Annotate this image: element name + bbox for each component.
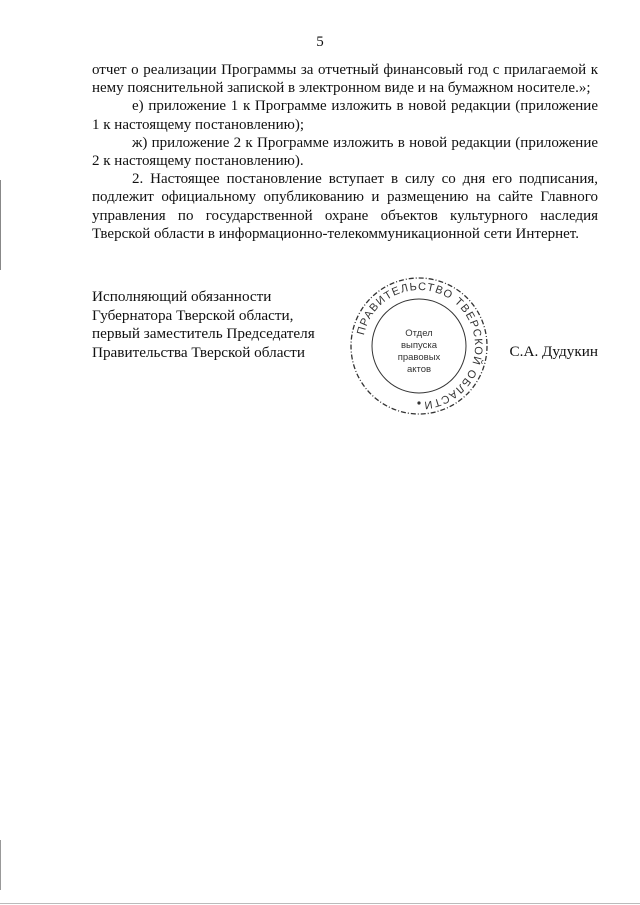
- stamp-line: правовых: [397, 352, 441, 363]
- stamp-ring-text: ПРАВИТЕЛЬСТВО ТВЕРСКОЙ ОБЛАСТИ: [355, 280, 485, 411]
- scan-edge-mark: [0, 180, 1, 270]
- stamp-line: актов: [406, 364, 432, 375]
- official-stamp: [349, 276, 489, 416]
- page-number: 5: [316, 34, 324, 50]
- paragraph-entry-into-force: 2. Настоящее постановление вступает в силу со дня его подписания, подлежит официальному опубликованию и размещению на сайте Главного управления по государственной охране объектов культурного наследия Тверской области в информационно-телекоммуникационной сети Интернет.: [92, 171, 598, 242]
- document-body: [92, 61, 598, 243]
- paragraph-item-e: е) приложение 1 к Программе изложить в новой редакции (приложение 1 к настоящему постановлению);: [92, 98, 598, 133]
- stamp-line: Отдел: [405, 328, 433, 339]
- scan-bottom-edge: [0, 903, 640, 904]
- paragraph-report: отчет о реализации Программы за отчетный финансовый год с прилагаемой к нему пояснительной запиской в электронном виде и на бумажном носителе.»;: [92, 62, 598, 97]
- paragraph-item-zh: ж) приложение 2 к Программе изложить в новой редакции (приложение 2 к настоящему постановлению).: [92, 134, 598, 170]
- stamp-star-icon: [417, 401, 420, 404]
- signer-name: С.А. Дудукин: [509, 343, 598, 360]
- signatory-line: Губернатора Тверской области,: [92, 306, 294, 324]
- signatory-title: [92, 288, 315, 362]
- signatory-line: первый заместитель Председателя: [92, 325, 315, 342]
- signatory-line: Правительства Тверской области: [92, 343, 305, 361]
- signatory-line: Исполняющий обязанности: [92, 288, 272, 305]
- stamp-line: выпуска: [400, 340, 438, 351]
- scan-edge-mark-lower: [0, 840, 1, 890]
